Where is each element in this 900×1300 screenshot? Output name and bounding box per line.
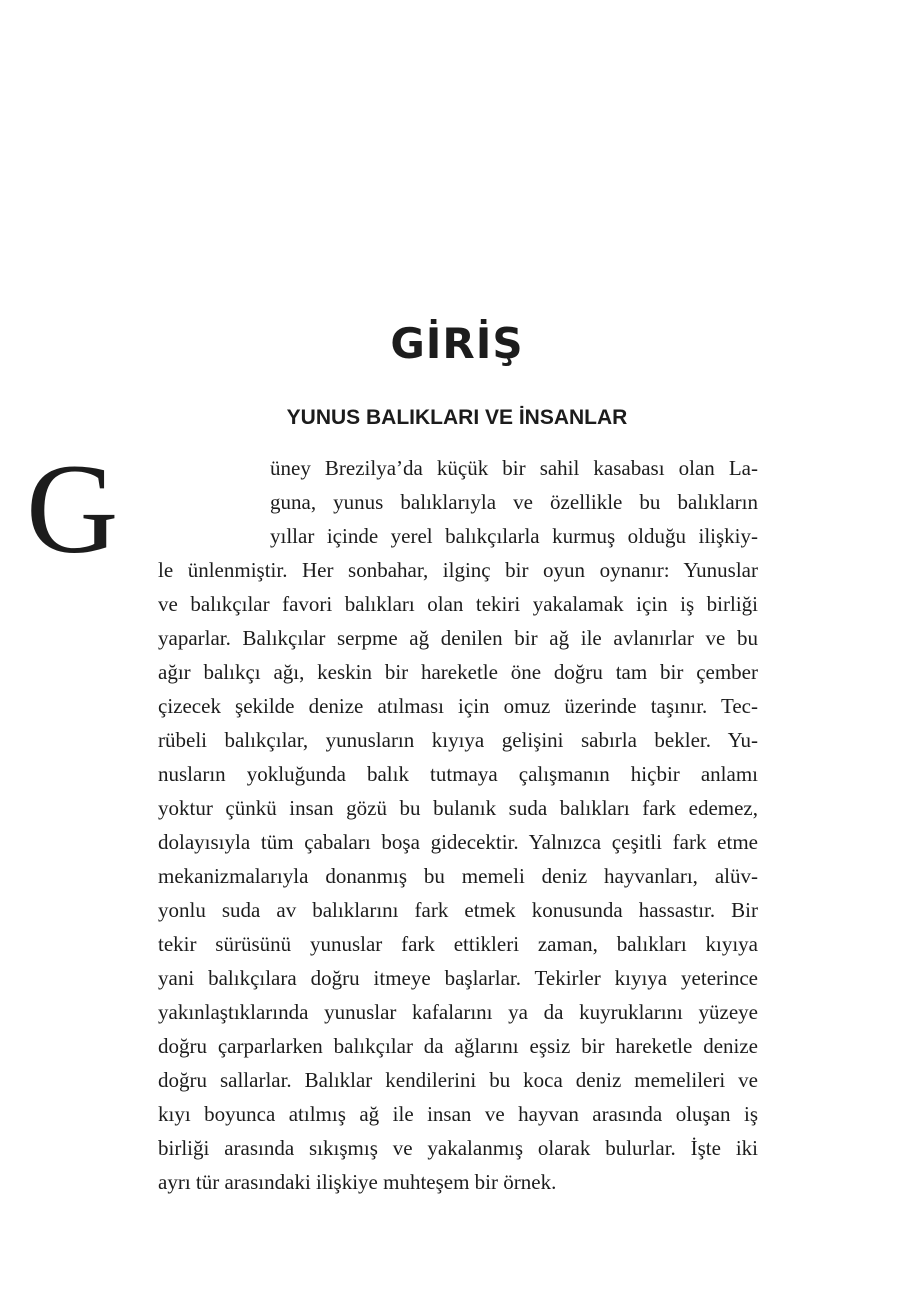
paragraph-line: üney Brezilya’da küçük bir sahil kasabası olan La- (270, 456, 758, 480)
drop-cap-letter: G (26, 438, 119, 580)
chapter-title: GİRİŞ (390, 319, 524, 368)
section-title: YUNUS BALIKLARI VE İNSANLAR (286, 406, 628, 429)
paragraph-line: yani balıkçılara doğru itmeye başlarlar. Tekirler kıyıya yeterince (158, 966, 758, 990)
paragraph-line: nusların yokluğunda balık tutmaya çalışmanın hiçbir anlamı (158, 762, 758, 786)
paragraph-line: yonlu suda av balıklarını fark etmek konusunda hassastır. Bir (158, 898, 758, 922)
paragraph-line: kıyı boyunca atılmış ağ ile insan ve hayvan arasında oluşan iş (158, 1102, 758, 1126)
paragraph-line: tekir sürüsünü yunuslar fark ettikleri zaman, balıkları kıyıya (158, 932, 758, 956)
paragraph-line: birliği arasında sıkışmış ve yakalanmış olarak bulurlar. İşte iki (158, 1136, 758, 1160)
paragraph-line: ve balıkçılar favori balıkları olan tekiri yakalamak için iş birliği (158, 592, 758, 616)
paragraph-line: le ünlenmiştir. Her sonbahar, ilginç bir oyun oynanır: Yunuslar (158, 558, 758, 582)
paragraph-line: ayrı tür arasındaki ilişkiye muhteşem bir örnek. (158, 1170, 557, 1194)
paragraph-line: çizecek şekilde denize atılması için omuz üzerinde taşınır. Tec- (158, 694, 758, 718)
paragraph-line: yaparlar. Balıkçılar serpme ağ denilen bir ağ ile avlanırlar ve bu (158, 626, 758, 650)
paragraph-line: yoktur çünkü insan gözü bu bulanık suda balıkları fark edemez, (158, 796, 758, 820)
paragraph-line: yakınlaştıklarında yunuslar kafalarını ya da kuyruklarını yüzeye (158, 1000, 758, 1024)
paragraph-line: doğru sallarlar. Balıklar kendilerini bu koca deniz memelileri ve (158, 1068, 758, 1092)
body-paragraph (158, 451, 758, 1199)
paragraph-line: yıllar içinde yerel balıkçılarla kurmuş olduğu ilişkiy- (270, 524, 758, 548)
paragraph-line: dolayısıyla tüm çabaları boşa gidecektir. Yalnızca çeşitli fark etme (158, 830, 758, 854)
paragraph-line: doğru çarparlarken balıkçılar da ağlarını eşsiz bir hareketle denize (158, 1034, 758, 1058)
paragraph-line: guna, yunus balıklarıyla ve özellikle bu balıkların (270, 490, 758, 514)
paragraph-line: ağır balıkçı ağı, keskin bir hareketle öne doğru tam bir çember (158, 660, 758, 684)
paragraph-line: mekanizmalarıyla donanmış bu memeli deniz hayvanları, alüv- (158, 864, 758, 888)
paragraph-line: rübeli balıkçılar, yunusların kıyıya gelişini sabırla bekler. Yu- (158, 728, 758, 752)
